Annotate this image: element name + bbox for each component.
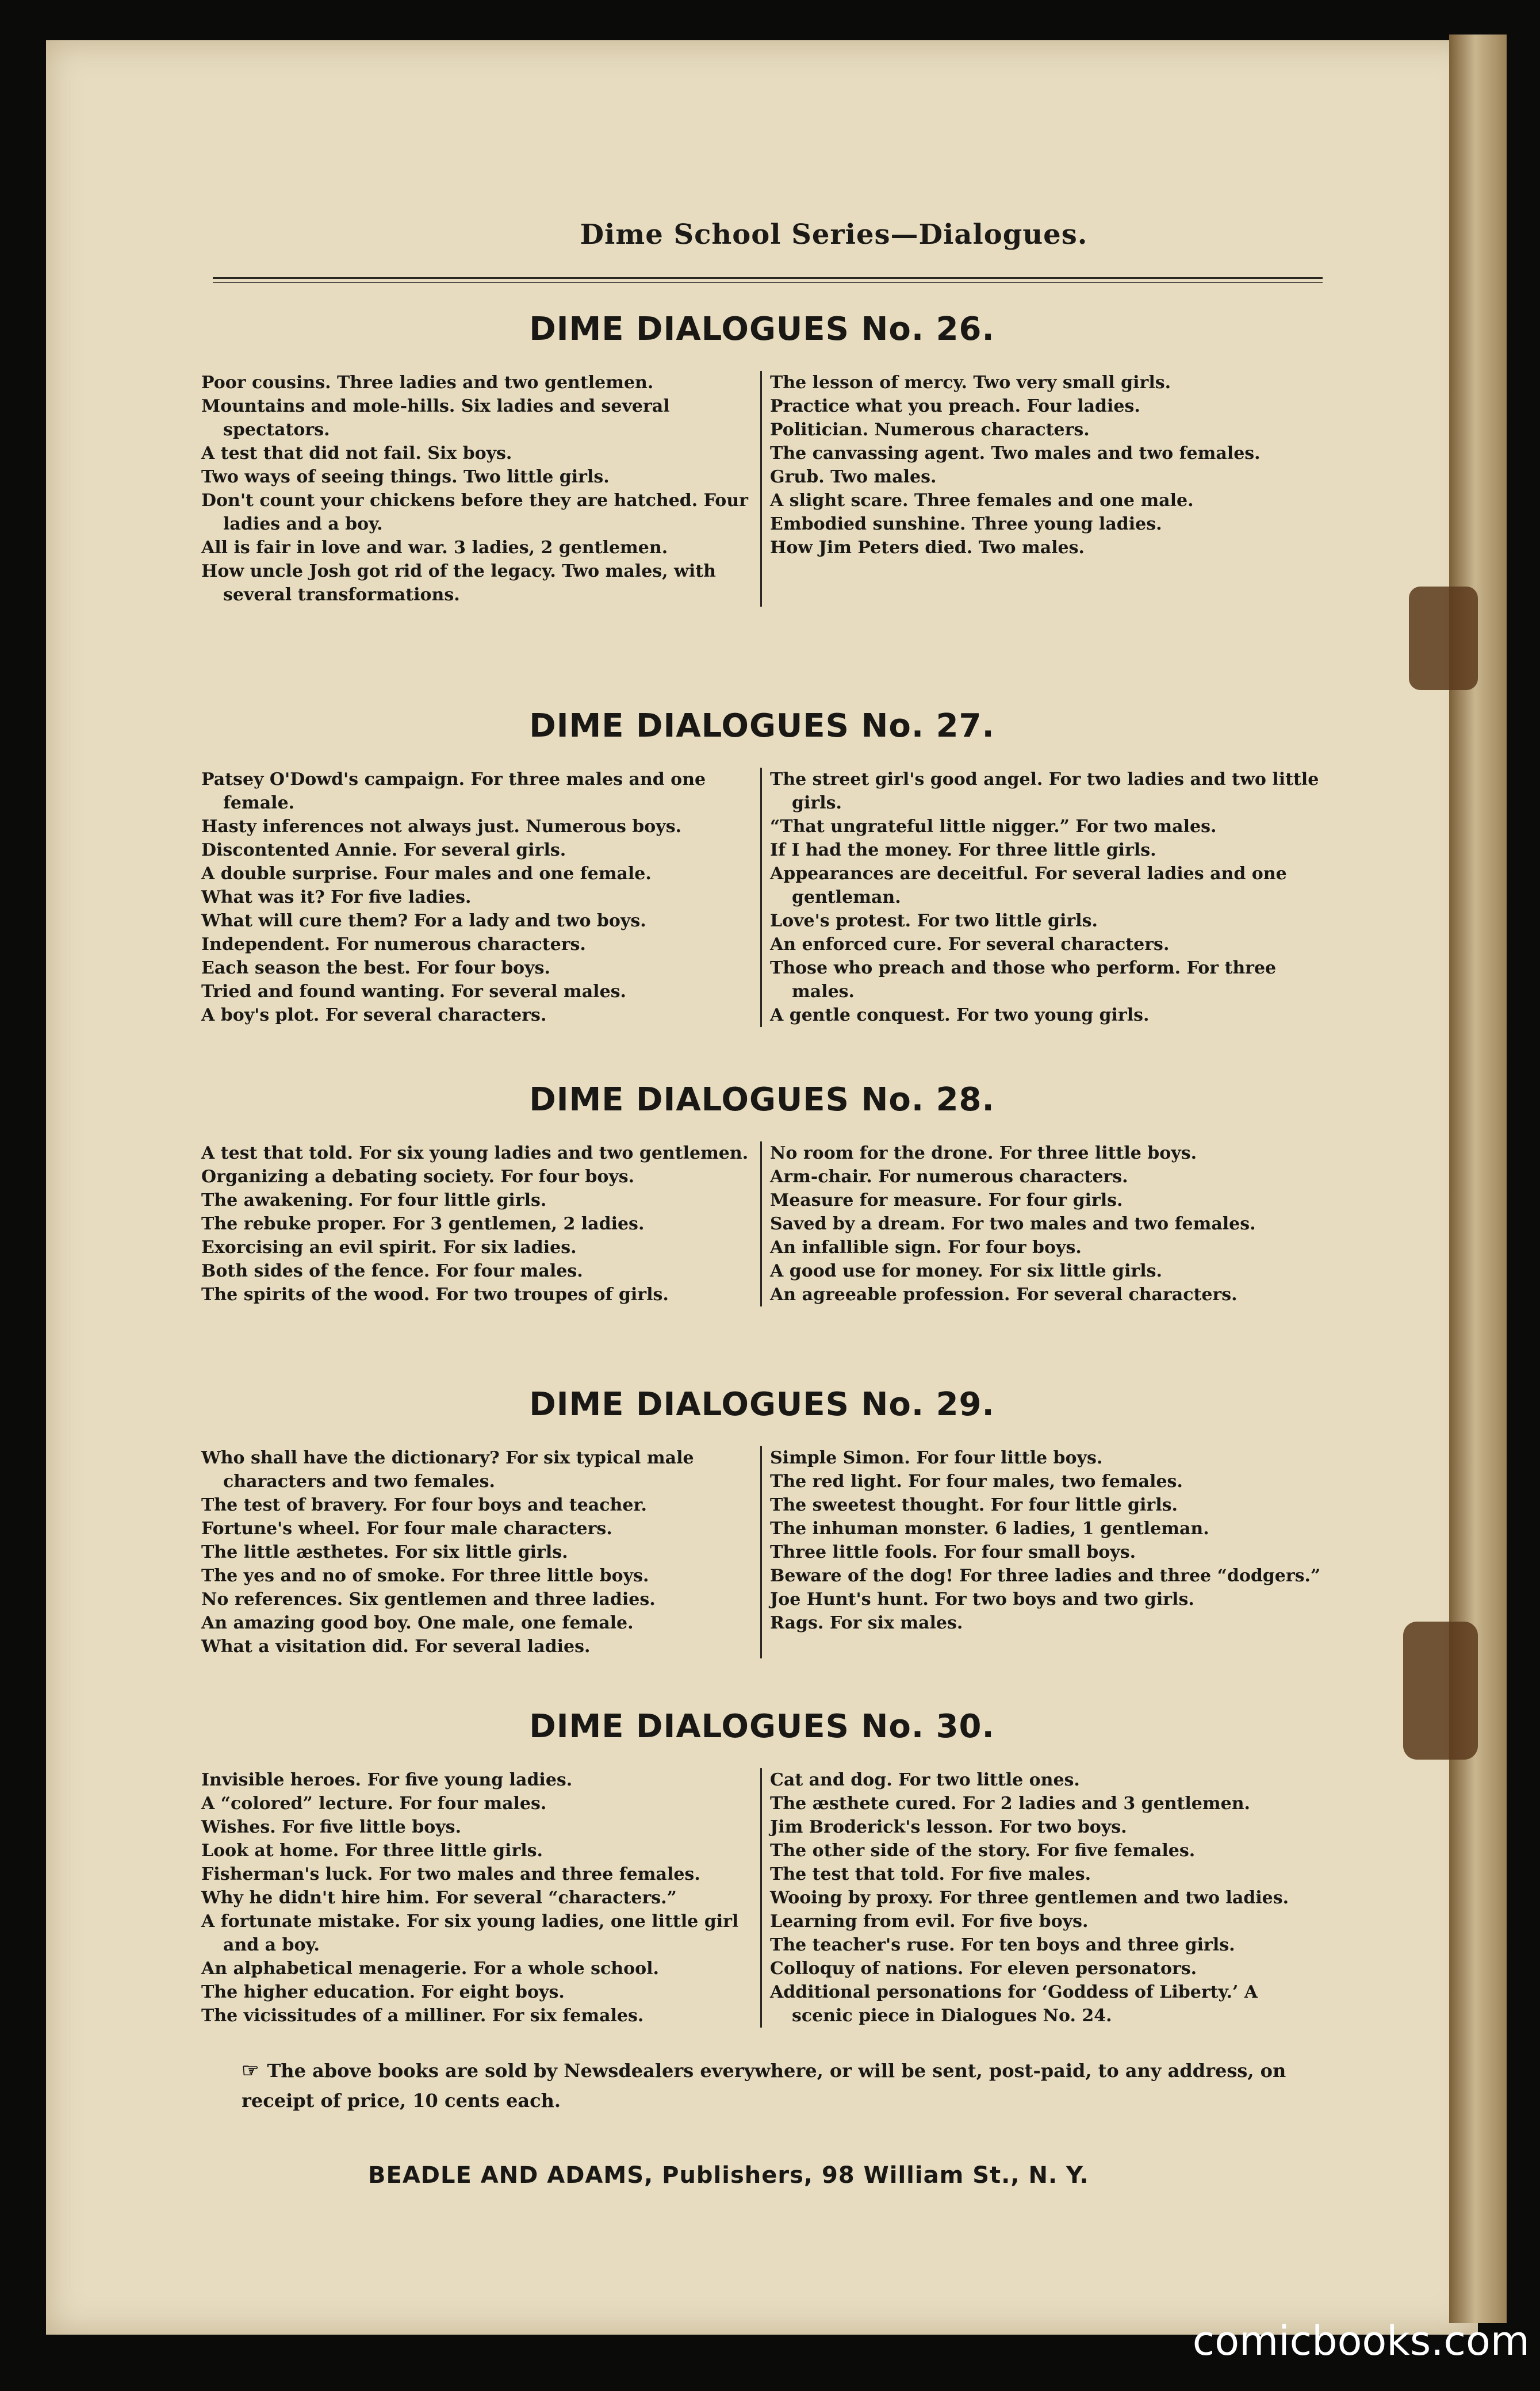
dialogue-entry: “That ungrateful little nigger.” For two males. xyxy=(770,817,1217,837)
section-columns xyxy=(201,768,1323,1027)
dialogue-entry: Three little fools. For four small boys. xyxy=(770,1542,1136,1562)
left-column xyxy=(201,1446,762,1658)
dialogue-entry: The test of bravery. For four boys and teacher. xyxy=(201,1495,647,1515)
dialogue-entry: An amazing good boy. One male, one female. xyxy=(201,1613,634,1633)
dialogue-entry: Exorcising an evil spirit. For six ladies. xyxy=(201,1237,577,1258)
dialogue-entry: A slight scare. Three females and one male. xyxy=(770,491,1194,511)
section-title: DIME DIALOGUES No. 28. xyxy=(529,1081,995,1118)
dialogue-entry: What will cure them? For a lady and two boys. xyxy=(201,911,646,931)
dialogue-entry: Each season the best. For four boys. xyxy=(201,958,550,978)
section-columns xyxy=(201,1446,1323,1658)
dialogue-entry: Why he didn't hire him. For several “characters.” xyxy=(201,1888,677,1908)
dialogue-entry: Cat and dog. For two little ones. xyxy=(770,1770,1080,1790)
binding-tape xyxy=(1403,1622,1478,1760)
dialogue-entry: Fortune's wheel. For four male characters. xyxy=(201,1519,612,1539)
pointing-hand-icon: ☞ xyxy=(242,2059,259,2082)
dialogue-entry: Organizing a debating society. For four boys. xyxy=(201,1167,635,1187)
dialogue-section xyxy=(201,707,1323,1027)
right-column xyxy=(762,371,1323,607)
dialogue-entry: A boy's plot. For several characters. xyxy=(201,1005,547,1025)
dialogue-entry: Grub. Two males. xyxy=(770,467,937,487)
dialogue-entry: Discontented Annie. For several girls. xyxy=(201,840,566,860)
dialogue-entry: Look at home. For three little girls. xyxy=(201,1841,543,1861)
left-column xyxy=(201,1141,762,1306)
dialogue-entry: How Jim Peters died. Two males. xyxy=(770,538,1085,558)
dialogue-section xyxy=(201,1708,1323,2028)
dialogue-entry: Simple Simon. For four little boys. xyxy=(770,1448,1103,1468)
dialogue-entry: Don't count your chickens before they are hatched. Four ladies and a boy. xyxy=(201,491,748,534)
dialogue-entry: If I had the money. For three little girls. xyxy=(770,840,1156,860)
dialogue-entry: No room for the drone. For three little boys. xyxy=(770,1143,1197,1163)
dialogue-entry: The other side of the story. For five females. xyxy=(770,1841,1196,1861)
section-title: DIME DIALOGUES No. 26. xyxy=(529,311,995,348)
footer-note xyxy=(242,2056,1323,2116)
dialogue-entry: The teacher's ruse. For ten boys and three girls. xyxy=(770,1935,1235,1955)
dialogue-entry: Wooing by proxy. For three gentlemen and two ladies. xyxy=(770,1888,1289,1908)
right-column xyxy=(762,1141,1323,1306)
dialogue-entry: Appearances are deceitful. For several ladies and one gentleman. xyxy=(770,864,1287,907)
dialogue-entry: The little æsthetes. For six little girls. xyxy=(201,1542,568,1562)
dialogue-entry: A gentle conquest. For two young girls. xyxy=(770,1005,1150,1025)
dialogue-entry: Additional personations for ‘Goddess of Liberty.’ A scenic piece in Dialogues No. 24. xyxy=(770,1982,1258,2026)
dialogue-entry: Fisherman's luck. For two males and three females. xyxy=(201,1864,700,1884)
dialogue-entry: The rebuke proper. For 3 gentlemen, 2 ladies. xyxy=(201,1214,645,1234)
dialogue-entry: Wishes. For five little boys. xyxy=(201,1817,462,1837)
left-column xyxy=(201,371,762,607)
section-title: DIME DIALOGUES No. 30. xyxy=(529,1708,995,1745)
dialogue-entry: A double surprise. Four males and one female. xyxy=(201,864,652,884)
dialogue-entry: The sweetest thought. For four little girls. xyxy=(770,1495,1178,1515)
dialogue-entry: The yes and no of smoke. For three little boys. xyxy=(201,1566,649,1586)
site-watermark: comicbooks.com xyxy=(1192,2317,1530,2365)
dialogue-entry: Practice what you preach. Four ladies. xyxy=(770,396,1140,416)
dialogue-entry: A good use for money. For six little girls. xyxy=(770,1261,1162,1281)
dialogue-entry: Both sides of the fence. For four males. xyxy=(201,1261,583,1281)
dialogue-entry: A test that told. For six young ladies and two gentlemen. xyxy=(201,1143,749,1163)
dialogue-entry: All is fair in love and war. 3 ladies, 2 gentlemen. xyxy=(201,538,668,558)
dialogue-entry: What was it? For five ladies. xyxy=(201,887,472,907)
dialogue-entry: A fortunate mistake. For six young ladies, one little girl and a boy. xyxy=(201,1911,739,1955)
dialogue-entry: An alphabetical menagerie. For a whole school. xyxy=(201,1959,659,1979)
page-header: Dime School Series—Dialogues. xyxy=(580,219,1088,251)
dialogue-entry: Beware of the dog! For three ladies and three “dodgers.” xyxy=(770,1566,1321,1586)
dialogue-entry: An enforced cure. For several characters. xyxy=(770,934,1170,955)
footer-note-text: The above books are sold by Newsdealers everywhere, or will be sent, post-paid, to any address, on receipt of price, 10 cents each. xyxy=(242,2060,1286,2112)
dialogue-entry: The street girl's good angel. For two ladies and two little girls. xyxy=(770,769,1319,813)
dialogue-entry: The æsthete cured. For 2 ladies and 3 gentlemen. xyxy=(770,1794,1250,1814)
left-column xyxy=(201,1768,762,2028)
dialogue-entry: Independent. For numerous characters. xyxy=(201,934,586,955)
dialogue-entry: Colloquy of nations. For eleven personators. xyxy=(770,1959,1197,1979)
section-columns xyxy=(201,371,1323,607)
dialogue-section xyxy=(201,1386,1323,1658)
dialogue-entry: Saved by a dream. For two males and two females. xyxy=(770,1214,1256,1234)
dialogue-entry: No references. Six gentlemen and three ladies. xyxy=(201,1589,656,1610)
dialogue-entry: Tried and found wanting. For several males. xyxy=(201,982,626,1002)
header-rule xyxy=(213,277,1323,283)
dialogue-entry: Patsey O'Dowd's campaign. For three males and one female. xyxy=(201,769,706,813)
section-columns xyxy=(201,1141,1323,1306)
dialogue-entry: Those who preach and those who perform. For three males. xyxy=(770,958,1277,1002)
left-column xyxy=(201,768,762,1027)
binding-tape xyxy=(1409,587,1478,690)
dialogue-entry: Measure for measure. For four girls. xyxy=(770,1190,1123,1210)
dialogue-entry: What a visitation did. For several ladies. xyxy=(201,1637,591,1657)
book-spine xyxy=(1449,35,1507,2323)
dialogue-entry: The awakening. For four little girls. xyxy=(201,1190,547,1210)
dialogue-entry: An infallible sign. For four boys. xyxy=(770,1237,1082,1258)
section-title: DIME DIALOGUES No. 27. xyxy=(529,707,995,745)
dialogue-entry: Embodied sunshine. Three young ladies. xyxy=(770,514,1162,534)
dialogue-entry: The canvassing agent. Two males and two females. xyxy=(770,443,1261,463)
right-column xyxy=(762,768,1323,1027)
dialogue-entry: The spirits of the wood. For two troupes of girls. xyxy=(201,1285,669,1305)
publisher-line: BEADLE AND ADAMS, Publishers, 98 William St., N. Y. xyxy=(368,2162,1089,2189)
section-columns xyxy=(201,1768,1323,2028)
dialogue-entry: The inhuman monster. 6 ladies, 1 gentleman. xyxy=(770,1519,1209,1539)
dialogue-entry: The red light. For four males, two females. xyxy=(770,1472,1183,1492)
dialogue-entry: The higher education. For eight boys. xyxy=(201,1982,565,2002)
dialogue-entry: The lesson of mercy. Two very small girls. xyxy=(770,373,1171,393)
dialogue-entry: Love's protest. For two little girls. xyxy=(770,911,1098,931)
dialogue-entry: Learning from evil. For five boys. xyxy=(770,1911,1089,1932)
dialogue-entry: Rags. For six males. xyxy=(770,1613,963,1633)
dialogue-entry: Jim Broderick's lesson. For two boys. xyxy=(770,1817,1127,1837)
section-title: DIME DIALOGUES No. 29. xyxy=(529,1386,995,1423)
dialogue-entry: Invisible heroes. For five young ladies. xyxy=(201,1770,573,1790)
dialogue-entry: The vicissitudes of a milliner. For six females. xyxy=(201,2006,644,2026)
dialogue-entry: Who shall have the dictionary? For six typical male characters and two females. xyxy=(201,1448,694,1492)
dialogue-entry: Hasty inferences not always just. Numerous boys. xyxy=(201,817,682,837)
dialogue-section xyxy=(201,311,1323,607)
dialogue-entry: Arm-chair. For numerous characters. xyxy=(770,1167,1128,1187)
dialogue-entry: Mountains and mole-hills. Six ladies and several spectators. xyxy=(201,396,670,440)
dialogue-entry: The test that told. For five males. xyxy=(770,1864,1091,1884)
dialogue-entry: A test that did not fail. Six boys. xyxy=(201,443,512,463)
dialogue-entry: Two ways of seeing things. Two little girls. xyxy=(201,467,610,487)
dialogue-section xyxy=(201,1081,1323,1306)
dialogue-entry: Poor cousins. Three ladies and two gentlemen. xyxy=(201,373,654,393)
dialogue-entry: Politician. Numerous characters. xyxy=(770,420,1090,440)
right-column xyxy=(762,1446,1323,1658)
right-column xyxy=(762,1768,1323,2028)
dialogue-entry: Joe Hunt's hunt. For two boys and two girls. xyxy=(770,1589,1194,1610)
dialogue-entry: How uncle Josh got rid of the legacy. Two males, with several transformations. xyxy=(201,561,716,605)
dialogue-entry: An agreeable profession. For several characters. xyxy=(770,1285,1238,1305)
dialogue-entry: A “colored” lecture. For four males. xyxy=(201,1794,547,1814)
